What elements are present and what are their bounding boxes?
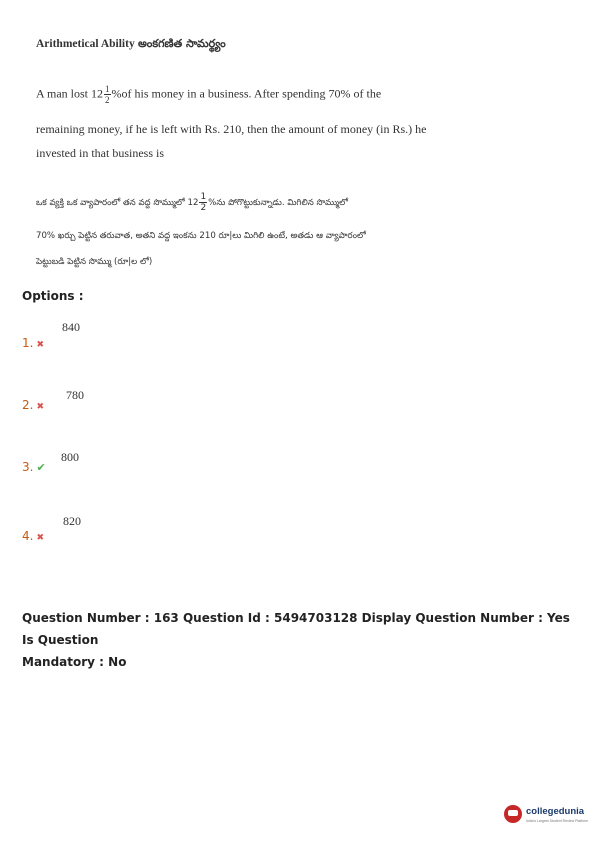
question-metadata-line-2: Mandatory : No (22, 655, 127, 669)
fraction-denominator: 2 (200, 203, 207, 213)
collegedunia-logo (504, 803, 590, 833)
question-metadata (22, 607, 582, 673)
question-metadata-line-1: Question Number : 163 Question Id : 5494703128 Display Question Number : Yes Is Question (22, 611, 570, 647)
fraction-denominator: 2 (105, 95, 110, 105)
question-english-line-2: remaining money, if he is left with Rs. 210, then the amount of money (in Rs.) he (36, 122, 427, 136)
cross-icon: ✖ (36, 340, 44, 350)
cross-icon: ✖ (36, 402, 44, 412)
question-telugu-text-b: %ను పోగొట్టుకున్నాడు. మిగిలిన సొమ్ములో (208, 198, 348, 208)
option-value: 800 (61, 450, 79, 464)
option-value: 820 (63, 514, 81, 528)
question-telugu-line-2: 70% ఖర్చు పెట్టిన తరువాత, అతని వద్ద ఇంకను 210 రూ|లు మిగిలి ఉంటే, అతడు ఆ వ్యాపారంలో (36, 231, 366, 241)
option-number (22, 529, 44, 543)
fraction-numerator: 1 (200, 192, 207, 202)
question-english-line-3: invested in that business is (36, 146, 164, 160)
option-value: 840 (62, 320, 80, 334)
option-value: 780 (66, 388, 84, 402)
question-english-text-a: A man lost 12 (36, 86, 104, 101)
options-label: Options : (22, 289, 84, 303)
question-english-line-1 (36, 84, 381, 105)
option-number (22, 460, 46, 474)
option-number-label: 3. (22, 460, 34, 474)
cross-icon: ✖ (36, 533, 44, 543)
checkmark-icon: ✔ (36, 461, 46, 474)
fraction (104, 84, 111, 105)
topic-english: Arithmetical Ability (36, 38, 135, 50)
fraction-numerator: 1 (105, 84, 110, 94)
logo-name: collegedunia (526, 806, 585, 817)
question-telugu-line-3: పెట్టుబడి పెట్టిన సొమ్ము (రూ|ల లో) (36, 257, 153, 267)
question-english-text-b: %of his money in a business. After spending 70% of the (111, 86, 382, 101)
logo-mark-icon (504, 805, 522, 823)
option-number (22, 398, 44, 412)
option-number-label: 2. (22, 398, 34, 412)
option-number-label: 1. (22, 336, 34, 350)
option-number (22, 336, 44, 350)
question-telugu-text-a: ఒక వ్యక్తి ఒక వ్యాపారంలో తన వద్ద సొమ్ములో 12 (36, 198, 199, 208)
option-number-label: 4. (22, 529, 34, 543)
logo-tagline: India's Largest Student Review Platform (526, 819, 589, 823)
question-telugu-line-1 (36, 192, 348, 213)
fraction (199, 192, 207, 213)
topic-telugu: అంకగణిత సామర్థ్యం (138, 37, 226, 50)
